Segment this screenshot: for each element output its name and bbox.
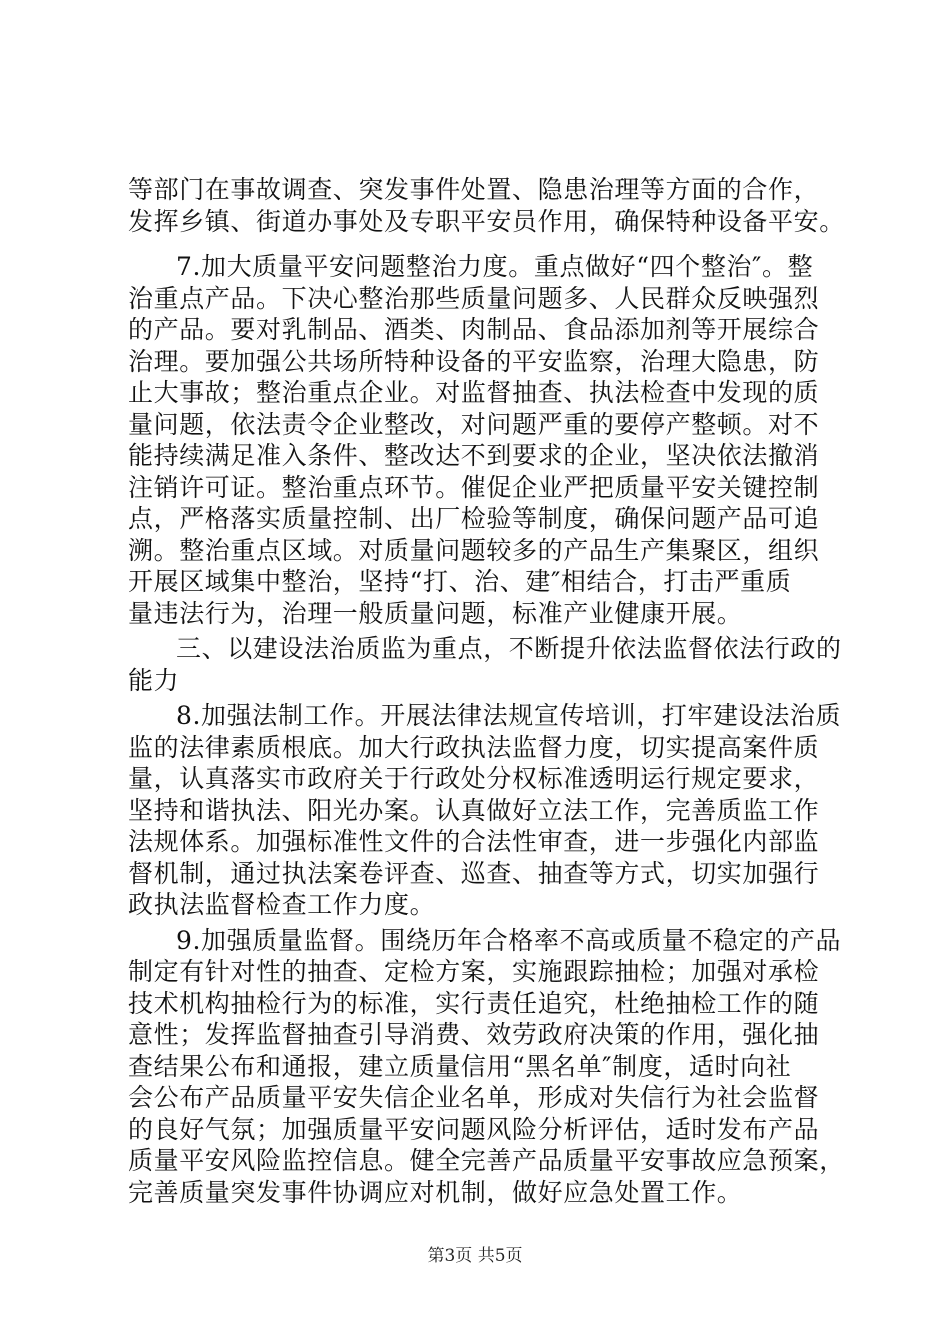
paragraph-line: 督机制，通过执法案卷评查、巡查、抽查等方式，切实加强行	[128, 858, 820, 888]
paragraph-line: 监的法律素质根底。加大行政执法监督力度，切实提高案件质	[128, 732, 820, 762]
paragraph-line: 完善质量突发事件协调应对机制，做好应急处置工作。	[128, 1177, 743, 1207]
paragraph-line: 治重点产品。下决心整治那些质量问题多、人民群众反映强烈	[128, 283, 820, 313]
paragraph-line: 7.加大质量平安问题整治力度。重点做好“四个整治″。整	[176, 252, 814, 281]
paragraph-line: 发挥乡镇、街道办事处及专职平安员作用，确保特种设备平安。	[128, 206, 845, 236]
paragraph-line: 的产品。要对乳制品、酒类、肉制品、食品添加剂等开展综合	[128, 315, 820, 344]
paragraph-line: 溯。整治重点区域。对质量问题较多的产品生产集聚区，组织	[128, 535, 820, 565]
paragraph-line: 量问题，依法责令企业整改，对问题严重的要停产整顿。对不	[128, 409, 820, 439]
paragraph-line: 止大事故；整治重点企业。对监督抽查、执法检查中发现的质	[128, 378, 820, 407]
paragraph-line: 的良好气氛；加强质量平安问题风险分析评估，适时发布产品	[128, 1114, 820, 1144]
paragraph-line: 制定有针对性的抽查、定检方案，实施跟踪抽检；加强对承检	[128, 957, 820, 986]
paragraph-line: 等部门在事故调查、突发事件处置、隐患治理等方面的合作，	[128, 175, 820, 204]
paragraph-line: 政执法监督检查工作力度。	[128, 890, 436, 919]
paragraph-line: 法规体系。加强标准性文件的合法性审查，进一步强化内部监	[128, 827, 820, 856]
paragraph-line: 质量平安风险监控信息。健全完善产品质量平安事故应急预案，	[128, 1146, 845, 1175]
paragraph-line: 点，严格落实质量控制、出厂检验等制度，确保问题产品可追	[128, 504, 820, 533]
section-heading-line: 能力	[128, 665, 180, 695]
paragraph-line: 会公布产品质量平安失信企业名单，形成对失信行为社会监督	[128, 1083, 820, 1112]
paragraph-line: 意性；发挥监督抽查引导消费、效劳政府决策的作用，强化抽	[128, 1020, 820, 1049]
paragraph-line: 技术机构抽检行为的标准，实行责任追究，杜绝抽检工作的随	[128, 988, 820, 1018]
section-heading-line: 三、以建设法治质监为重点，不断提升依法监督依法行政的	[176, 634, 842, 663]
page-number-footer: 第3页 共5页	[427, 1246, 523, 1266]
paragraph-line: 8.加强法制工作。开展法律法规宣传培训，打牢建设法治质	[176, 701, 842, 730]
paragraph-line: 9.加强质量监督。围绕历年合格率不高或质量不稳定的产品	[176, 925, 842, 955]
paragraph-line: 开展区域集中整治，坚持“打、治、建″相结合，打击严重质	[128, 567, 792, 596]
paragraph-line: 注销许可证。整治重点环节。催促企业严把质量平安关键控制	[128, 472, 820, 502]
paragraph-line: 能持续满足准入条件、整改达不到要求的企业，坚决依法撤消	[128, 441, 820, 470]
paragraph-line: 治理。要加强公共场所特种设备的平安监察，治理大隐患，防	[128, 346, 820, 376]
paragraph-line: 量违法行为，治理一般质量问题，标准产业健康开展。	[128, 598, 743, 628]
paragraph-line: 量，认真落实市政府关于行政处分权标准透明运行规定要求，	[128, 764, 820, 793]
paragraph-line: 查结果公布和通报，建立质量信用“黑名单″制度，适时向社	[128, 1051, 792, 1081]
paragraph-line: 坚持和谐执法、阳光办案。认真做好立法工作，完善质监工作	[128, 795, 820, 825]
